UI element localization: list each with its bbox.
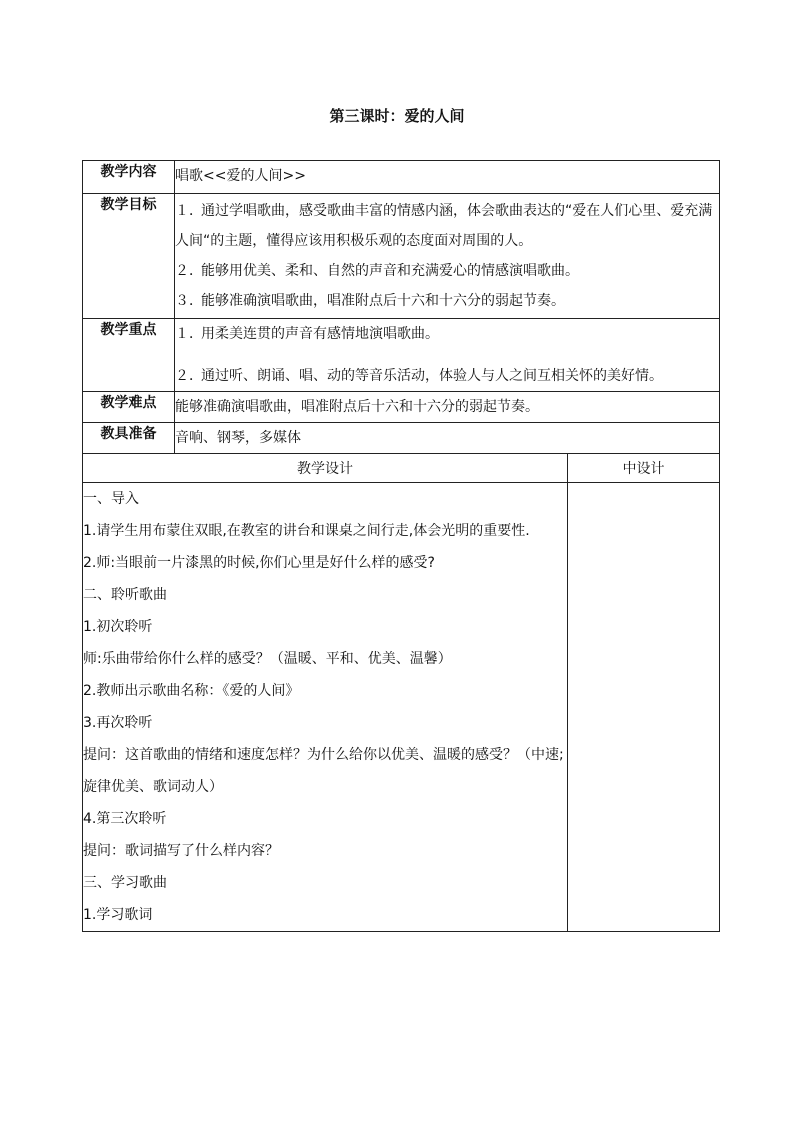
label-teaching-goals: 教学目标 — [83, 194, 175, 319]
design-line: 2.师:当眼前一片漆黑的时候,你们心里是好什么样的感受? — [83, 555, 435, 571]
key-item: １．用柔美连贯的声音有感情地演唱歌曲。 — [175, 326, 439, 342]
value-teaching-goals — [175, 194, 720, 319]
design-line: 二、聆听歌曲 — [83, 587, 167, 603]
header-side-design: 中设计 — [568, 454, 720, 483]
design-line: 1.初次聆听 — [83, 619, 153, 635]
header-teaching-design: 教学设计 — [83, 454, 568, 483]
goal-item: ２．能够用优美、柔和、自然的声音和充满爱心的情感演唱歌曲。 — [175, 263, 579, 279]
label-teaching-tools: 教具准备 — [83, 423, 175, 454]
key-item: ２．通过听、朗诵、唱、动的等音乐活动，体验人与人之间互相关怀的美好情。 — [175, 368, 663, 384]
row-teaching-goals — [83, 194, 720, 319]
value-teaching-tools: 音响、钢琴，多媒体 — [175, 423, 720, 454]
row-teaching-tools — [83, 423, 720, 454]
goal-item: １．通过学唱歌曲，感受歌曲丰富的情感内涵，体会歌曲表达的“爱在人们心里、爱充满人间“的主题，懂得应该用积极乐观的态度面对周围的人。 — [175, 203, 713, 249]
label-teaching-content: 教学内容 — [83, 161, 175, 194]
design-line: 三、学习歌曲 — [83, 875, 167, 891]
design-line: 提问：这首歌曲的情绪和速度怎样？为什么给你以优美、温暖的感受？（中速;旋律优美、歌词动人） — [83, 747, 564, 795]
design-line: 2.教师出示歌曲名称：《爱的人间》 — [83, 683, 300, 699]
design-line: 4.第三次聆听 — [83, 811, 167, 827]
page-title: 第三课时：爱的人间 — [329, 107, 465, 125]
row-design-body — [83, 483, 720, 932]
label-teaching-difficulty: 教学难点 — [83, 392, 175, 423]
row-teaching-content — [83, 161, 720, 194]
value-teaching-key-points — [175, 319, 720, 392]
goal-item: ３．能够准确演唱歌曲，唱准附点后十六和十六分的弱起节奏。 — [175, 293, 565, 309]
row-teaching-difficulty — [83, 392, 720, 423]
design-line: 一、导入 — [83, 491, 139, 507]
lesson-plan-table — [82, 160, 720, 932]
row-design-header — [83, 454, 720, 483]
design-line: 3.再次聆听 — [83, 715, 153, 731]
row-teaching-key-points — [83, 319, 720, 392]
side-design-content — [568, 483, 720, 932]
design-line: 提问：歌词描写了什么样内容？ — [83, 843, 279, 859]
value-teaching-difficulty: 能够准确演唱歌曲，唱准附点后十六和十六分的弱起节奏。 — [175, 392, 720, 423]
label-teaching-key-points: 教学重点 — [83, 319, 175, 392]
design-line: 1.学习歌词 — [83, 907, 153, 923]
value-teaching-content: 唱歌<<爱的人间>> — [175, 161, 720, 194]
design-line: 1.请学生用布蒙住双眼,在教室的讲台和课桌之间行走,体会光明的重要性. — [83, 523, 530, 539]
teaching-design-content — [83, 483, 568, 932]
design-line: 师:乐曲带给你什么样的感受？（温暖、平和、优美、温馨） — [83, 651, 452, 667]
